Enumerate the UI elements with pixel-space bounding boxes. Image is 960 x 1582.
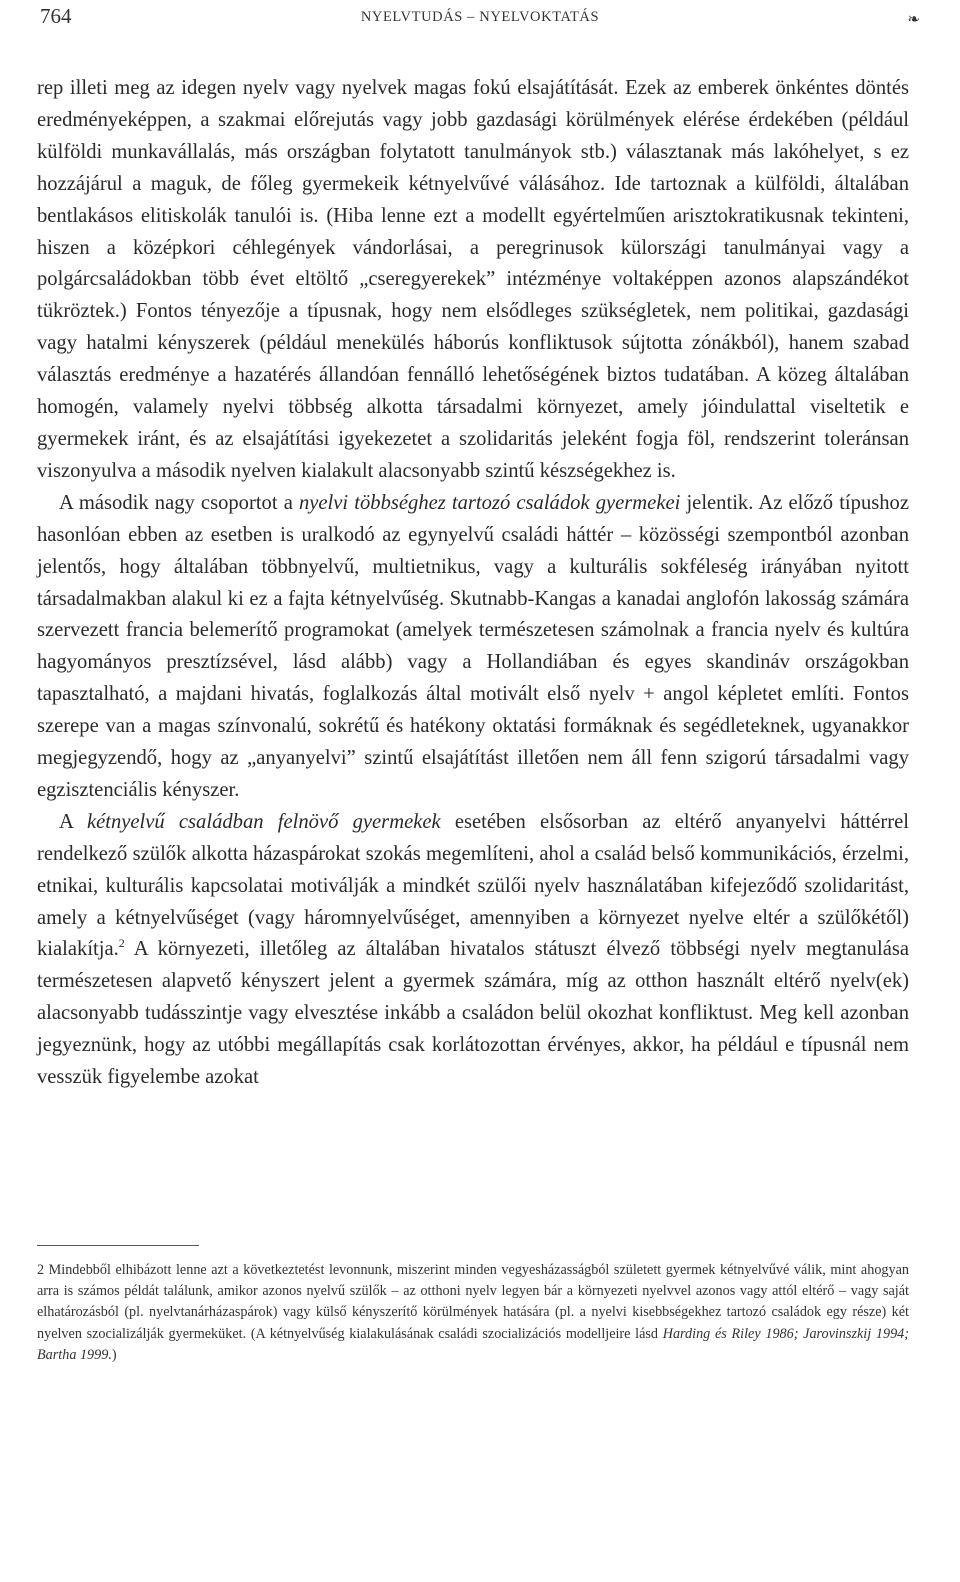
paragraph-1: rep illeti meg az idegen nyelv vagy nyelvek magas fokú elsajátítását. Ezek az emberek önkéntes döntés eredményeképpen, a szakmai előrejutás vagy jobb gazdasági körülmények elérése érdekében (például külföldi munkavállalás, más országban folytatott tanulmányok stb.) választanak más lakóhelyet, s ez hozzájárul a maguk, de főleg gyermekeik kétnyelvűvé válásához. Ide tartoznak a külföldi, általában bentlakásos elitiskolák tanulói is. (Hiba lenne ezt a modellt egyértelműen arisztokratikusnak tekinteni, hiszen a középkori céhlegények vándorlásai, a peregrinusok külországi tanulmányai vagy a polgárcsaládokban több évet eltöltő „cseregyerekek” intézménye voltaképpen azonos alapszándékot tükröztek.) Fontos tényezője a típusnak, hogy nem elsődleges szükségletek, nem politikai, gazdasági vagy hatalmi kényszerek (például menekülés háborús konfliktusok sújtotta zónákból), hanem szabad választás eredménye a hazatérés állandóan fennálló lehetőségének biztos tudatában. A közeg általában homogén, valamely nyelvi többség alkotta társadalmi környezet, amely jóindulattal viseltetik e gyermekek iránt, és az elsajátítási igyekezetet a szolidaritás jeleként fogja föl, rendszerint toleránsan viszonyulva a második nyelven kialakult alacsonyabb szintű készségekhez is. xyxy=(37,77,909,482)
paragraph-3-emphasis: kétnyelvű családban felnövő gyermekek xyxy=(86,810,441,833)
footnote-reference: 2 xyxy=(118,936,125,951)
body-text xyxy=(37,73,909,1094)
page-header xyxy=(40,4,920,32)
paragraph-2-emphasis: nyelvi többséghez tartozó családok gyermekei xyxy=(298,491,681,514)
page-number: 764 xyxy=(40,4,72,28)
paragraph-3-middle: esetében elsősorban az eltérő anyanyelvi háttérrel rendelkező szülők alkotta házaspárokat szokás megemlíteni, ahol a család belső kommunikációs, érzelmi, etnikai, kulturális kapcsolatai motiválják a mindkét szülői nyelv használatában kifejeződő szolidaritást, amely a kétnyelvűséget (vagy háromnyelvűséget, amennyiben a környezet nyelve eltér a szülőkétől) kialakítja. xyxy=(37,810,910,961)
footnote-references: Harding és Riley 1986; Jarovinszkij 1994; Bartha 1999. xyxy=(37,1325,909,1363)
running-title: NYELVTUDÁS – NYELVOKTATÁS xyxy=(360,9,600,25)
paragraph-2-rest: jelentik. Az előző típushoz hasonlóan ebben az esetben is uralkodó az egynyelvű családi háttér – közösségi szempontból azonban jelentős, hogy általában többnyelvű, multietnikus, vagy a kulturális sokféleség irányában nyitott társadalmakban alakul ki ez a fajta kétnyelvűség. Skutnabb-Kangas a kanadai anglofón lakosság számára szervezett francia belemerítő programokat (amelyek természetesen számolnak a francia nyelv és kultúra hagyományos presztízsével, lásd alább) vagy a Hollandiában és egyes skandináv országokban tapasztalható, a majdani hivatás, foglalkozás által motivált első nyelv + angol képletet említi. Fontos szerepe van a magas színvonalú, sokrétű és hatékony oktatási formáknak és segédleteknek, ugyanakkor megjegyzendő, hogy az „anyanyelvi” szintű elsajátítást illetően nem áll fenn szigorú társadalmi vagy egzisztenciális kényszer. xyxy=(37,491,909,801)
paragraph-2 xyxy=(37,488,909,807)
paragraph-3-rest: A környezeti, illetőleg az általában hivatalos státuszt élvező többségi nyelv megtanulása természetesen alapvető kényszert jelent a gyermek számára, míg az otthon használt eltérő nyelv(ek) alacsonyabb tudásszintje vagy elvesztése inkább a családon belül okozhat konfliktust. Meg kell azonban jegyeznünk, hogy az utóbbi megállapítás csak korlátozottan érvényes, akkor, ha például e típusnál nem vesszük figyelembe azokat xyxy=(37,938,909,1089)
paragraph-3 xyxy=(37,807,909,1094)
paragraph-3-start: A xyxy=(59,810,87,833)
footnote-close: ) xyxy=(111,1346,117,1363)
footnote-text: 2 Mindebből elhibázott lenne azt a következtetést levonnunk, miszerint minden vegyesházasságból született gyermek kétnyelvűvé válik, mint ahogyan arra is számos példát találunk, amikor azonos nyelvű szülők – az otthoni nyelv legyen bár a környezeti nyelvvel azonos vagy attól eltérő – vagy saját elhatározásból (pl. nyelvtanárházaspárok) vagy külső kényszerítő körülmények hatására (pl. a nyelvi kisebbségekhez tartozó családok egy része) két nyelven szocializálják gyermeküket. (A kétnyelvűség kialakulásának családi szocializációs modelljeire lásd xyxy=(37,1262,909,1342)
paragraph-2-start: A második nagy csoportot a xyxy=(59,491,299,514)
footnote xyxy=(37,1260,909,1366)
ornament-icon: ❧ xyxy=(907,12,920,28)
footnote-divider xyxy=(37,1245,199,1246)
